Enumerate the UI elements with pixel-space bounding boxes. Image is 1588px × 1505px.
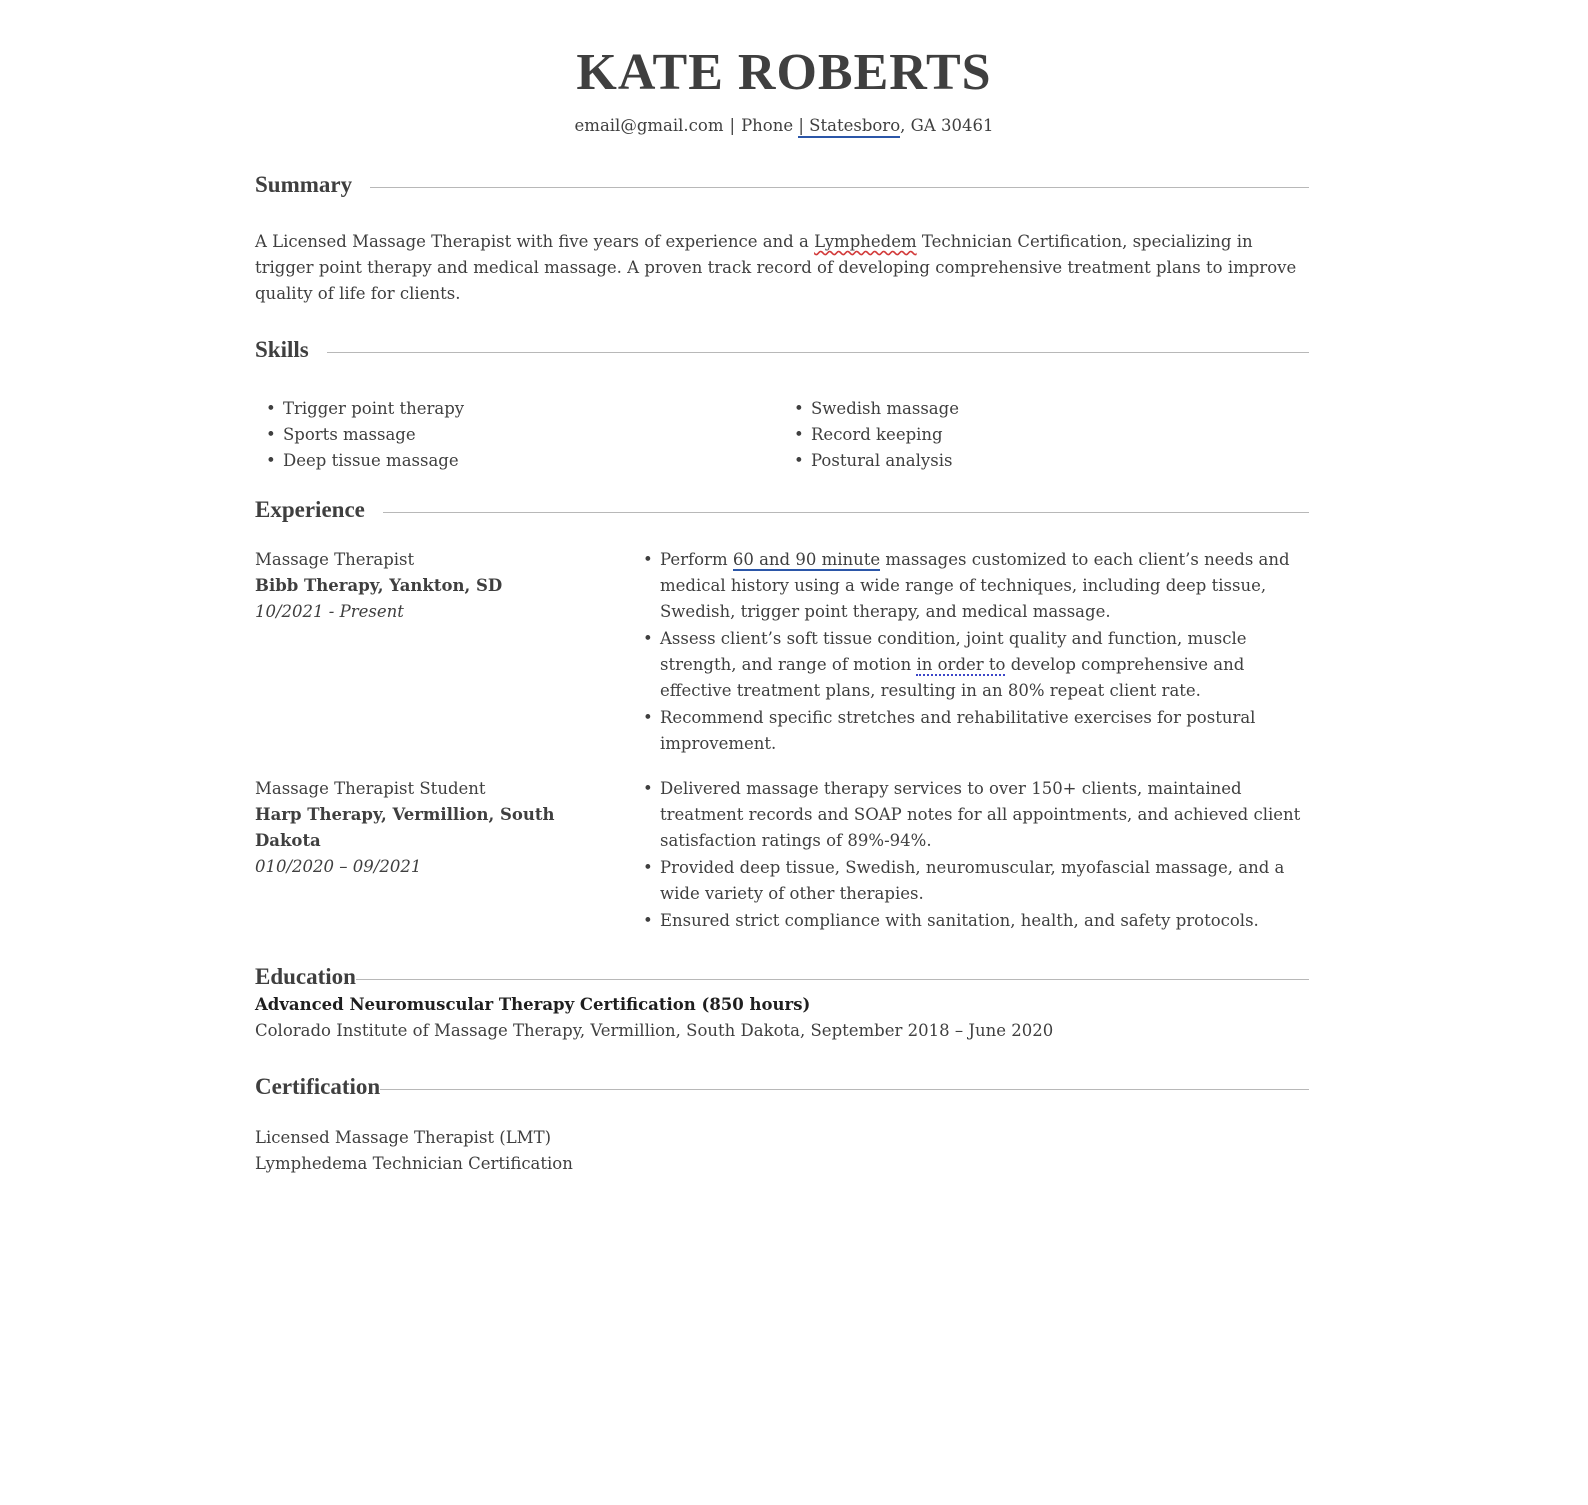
list-item: • Swedish massage xyxy=(791,396,1271,422)
grammar-flag[interactable]: 60 and 90 minute xyxy=(732,550,881,569)
list-item xyxy=(640,626,1320,704)
skills-list-right xyxy=(791,396,1271,474)
section-divider xyxy=(380,1089,1309,1090)
list-item: • Delivered massage therapy services to over 150+ clients, maintained treatment records and SOAP notes for all appointments, and achieved client satisfaction ratings of 89%-94%. xyxy=(640,776,1320,854)
job-1-info xyxy=(255,547,625,625)
section-divider xyxy=(356,979,1309,980)
bullet-text: Assess client’s soft tissue condition, joint quality and function, muscle strength, and range of motion xyxy=(660,629,1247,674)
job-2-bullets xyxy=(640,776,1320,935)
bullet-text: develop comprehensive and effective treatment plans, resulting in an 80% repeat client rate. xyxy=(660,655,1245,700)
experience-heading: Experience xyxy=(255,497,365,522)
certification-header xyxy=(255,1074,1309,1100)
list-item: • Record keeping xyxy=(791,422,1271,448)
contact-line xyxy=(0,116,1568,135)
job-2-info xyxy=(255,776,625,880)
job-title: Massage Therapist Student xyxy=(255,779,486,798)
skills-heading: Skills xyxy=(255,337,309,362)
section-divider xyxy=(327,352,1309,353)
list-item: • Deep tissue massage xyxy=(263,448,743,474)
location-link[interactable]: | Statesboro xyxy=(798,116,900,138)
bullet-text: massages customized to each client’s needs and medical history using a wide range of techniques, including deep tissue, Swedish, trigger point therapy, and medical massage. xyxy=(660,550,1290,621)
email: email@gmail.com xyxy=(574,116,724,135)
list-item: • Ensured strict compliance with sanitation, health, and safety protocols. xyxy=(640,908,1320,934)
certification-item: Lymphedema Technician Certification xyxy=(255,1154,573,1173)
education-degree: Advanced Neuromuscular Therapy Certification (850 hours) xyxy=(255,995,811,1014)
skills-list-left xyxy=(263,396,743,474)
summary-text xyxy=(255,229,1315,307)
summary-text-part: Technician Certification, specializing in trigger point therapy and medical massage. A proven track record of developing comprehensive treatment plans to improve quality of life for clients. xyxy=(255,232,1297,303)
list-item: • Provided deep tissue, Swedish, neuromuscular, myofascial massage, and a wide variety of other therapies. xyxy=(640,855,1320,907)
contact-separator: | xyxy=(729,116,736,135)
certification-list xyxy=(255,1125,1315,1177)
summary-text-part: A Licensed Massage Therapist with five years of experience and a xyxy=(255,232,815,251)
job-company: Bibb Therapy, Yankton, SD xyxy=(255,576,503,595)
bullet-text: Perform xyxy=(660,550,733,569)
job-dates: 010/2020 – 09/2021 xyxy=(255,857,422,876)
list-item: • Trigger point therapy xyxy=(263,396,743,422)
job-1-bullets xyxy=(640,547,1320,758)
style-flag[interactable]: in order to xyxy=(916,655,1006,674)
job-company: Harp Therapy, Vermillion, South Dakota xyxy=(255,805,555,850)
section-divider xyxy=(383,512,1309,513)
list-item: • Sports massage xyxy=(263,422,743,448)
education-heading: Education xyxy=(255,964,356,989)
spelling-flag[interactable]: Lymphedem xyxy=(814,232,917,251)
section-divider xyxy=(370,187,1309,188)
experience-header xyxy=(255,497,1309,523)
list-item xyxy=(640,547,1320,625)
education-entry xyxy=(255,992,1315,1044)
education-school: Colorado Institute of Massage Therapy, Vermillion, South Dakota, September 2018 – June 2020 xyxy=(255,1021,1054,1040)
certification-heading: Certification xyxy=(255,1074,381,1099)
skills-header xyxy=(255,337,1309,363)
candidate-name: KATE ROBERTS xyxy=(576,44,992,101)
certification-item: Licensed Massage Therapist (LMT) xyxy=(255,1128,552,1147)
phone: Phone xyxy=(741,116,794,135)
summary-heading: Summary xyxy=(255,172,353,197)
location-rest: , GA 30461 xyxy=(900,116,994,135)
list-item: • Recommend specific stretches and rehabilitative exercises for postural improvement. xyxy=(640,705,1320,757)
job-title: Massage Therapist xyxy=(255,550,415,569)
list-item: • Postural analysis xyxy=(791,448,1271,474)
education-header xyxy=(255,964,1309,990)
summary-header xyxy=(255,172,1309,198)
job-dates: 10/2021 - Present xyxy=(255,602,404,621)
